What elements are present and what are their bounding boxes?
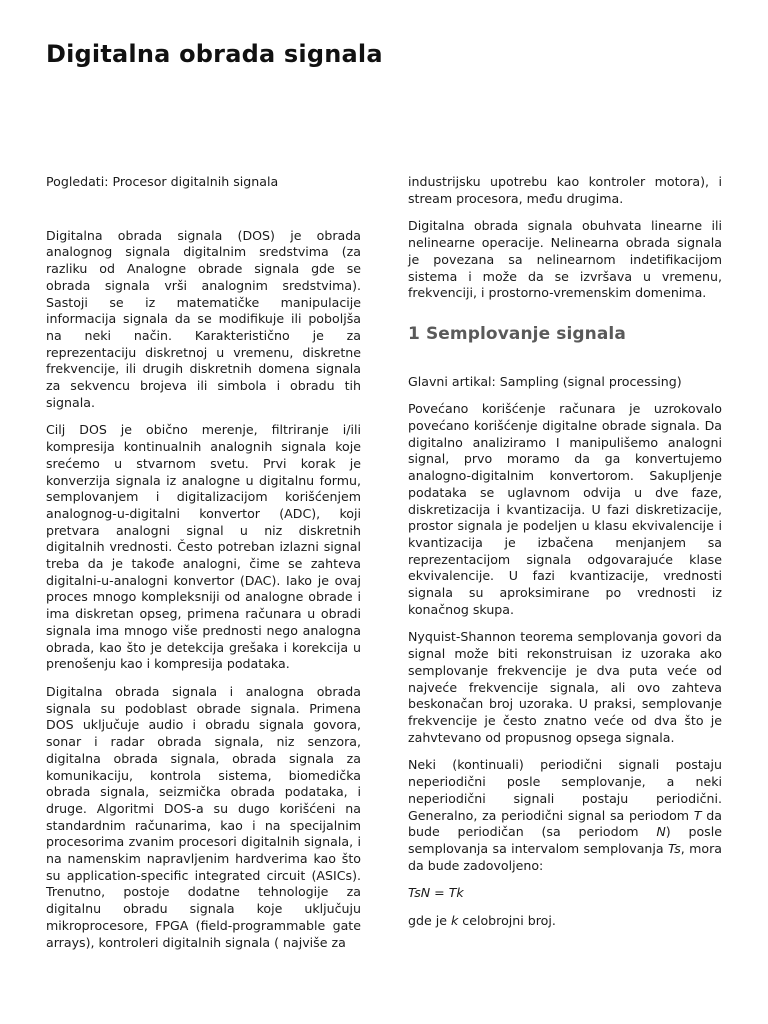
text-run: ) posle semplovanja sa intervalom semplovanja: [408, 824, 722, 856]
paragraph: Povećano korišćenje računara je uzrokovalo povećano korišćenje digitalne obrade signala. Da digitalno analiziramo I manipulišemo analogni signal, prvo moramo da ga konvertujemo analogno-digitalnim konvertorom. Sakupljenje podataka se uglavnom odvija u dve faze, diskretizacija i kvantizacija. U fazi diskretizacije, prostor signala je podeljen u klasu ekvivalencije i kvantizacija je izbačena menjanjem sa reprezentacijom signala odgovarajuće klase ekvivalencije. U fazi kvantizacije, vrednosti signala su aproksimirane po vrednosti iz konačnog skupa.: [408, 401, 722, 617]
text-run: Neki (kontinuali) periodični signali postaju neperiodični posle semplovanje, a neki neperiodični signali postaju periodični. Generalno, za periodični signal sa periodom: [408, 757, 722, 823]
paragraph: Digitalna obrada signala obuhvata linearne ili nelinearne operacije. Nelinearna obrada signala je povezana sa nelinearnom indetifikacijom sistema i može da se izvršava u vremenu, frekvenciji, i prostorno-vremenskim domenima.: [408, 218, 722, 301]
paragraph: [408, 913, 722, 930]
section-heading: 1 Semplovanje signala: [408, 323, 626, 344]
formula: TsN = Tk: [408, 885, 464, 901]
variable-k: k: [451, 913, 459, 929]
paragraph: industrijsku upotrebu kao kontroler motora), i stream procesora, među drugima.: [408, 174, 722, 206]
right-column: [408, 174, 722, 941]
variable-T: T: [693, 807, 702, 823]
main-article-note: Glavni artikal: Sampling (signal processing): [408, 373, 682, 389]
paragraph: Digitalna obrada signala (DOS) je obrada analognog signala digitalnim sredstvima (za razliku od Analogne obrade signala gde se obrada signala vrši analognim sredstvima). Sastoji se iz matematičke manipulacije informacija signala da se modifikuje ili poboljša na neki način. Karakteristično je za reprezentaciju diskretnoj u vremenu, diskretne frekvencije, ili drugih diskretnih domena signala za sekvencu brojeva ili simbola i obradu tih signala.: [46, 227, 361, 410]
variable-Ts: Ts: [668, 840, 681, 856]
paragraph: Digitalna obrada signala i analogna obrada signala su podoblast obrade signala. Primena DOS uključuje audio i obradu signala govora, sonar i radar obrada signala, niz senzora, digitalna obrada signala, obrada signala za komunikaciju, kontrola sistema, biomedička obrada signala, seizmička obrada podataka, i druge. Algoritmi DOS-a su dugo korišćeni na standardnim računarima, kao i na specijalnim procesorima zvanim procesori digitalnih signala, i na namenskim napravljenim hardverima kao što su application-specific integrated circuit (ASICs). Trenutno, postoje dodatne tehnologije za digitalnu obradu signala koje uključuju mikroprocesore, FPGA (field-programmable gate arrays), kontroleri digitalnih signala ( najviše za: [46, 683, 361, 950]
left-column: [46, 174, 361, 962]
paragraph: Cilj DOS je obično merenje, filtriranje i/ili kompresija kontinualnih analognih signala koje srećemo u stvarnom svetu. Prvi korak je konverzija signala iz analogne u digitalnu formu, semplovanjem i digitalizacijom korišćenjem analognog-u-digitalni konvertor (ADC), koji pretvara analogni signal u niz diskretnih digitalnih vrednosti. Često potreban izlazni signal treba da je takođe analogni, čime se zahteva digitalni-u-analogni konvertor (DAC). Iako je ovaj proces mnogo kompleksniji od analogne obrade i ima diskretan opseg, primena računara u obradi signala ima mnogo više prednosti nego analogna obrada, kao što je detekcija grešaka i korekcija u prenošenju kao i kompresija podataka.: [46, 422, 361, 672]
text-run: , mora da bude zadovoljeno:: [408, 840, 722, 873]
document-title: Digitalna obrada signala: [46, 40, 383, 68]
text-run: da bude periodičan (sa periodom: [408, 807, 722, 840]
variable-N: N: [656, 824, 666, 840]
paragraph: [408, 757, 722, 874]
text-run: gde je: [408, 913, 451, 929]
paragraph: Nyquist-Shannon teorema semplovanja govori da signal može biti rekonstruisan iz uzoraka ako semplovanje frekvencije je dva puta veće od najveće frekvencije signala, ali ovo zahteva beskonačan broj uzoraka. U praksi, semplovanje frekvencije je često znatno veće od dva što je zahvtevano od propusnog opsega signala.: [408, 629, 722, 745]
text-run: celobrojni broj.: [458, 913, 556, 929]
see-also-note: Pogledati: Procesor digitalnih signala: [46, 174, 279, 189]
